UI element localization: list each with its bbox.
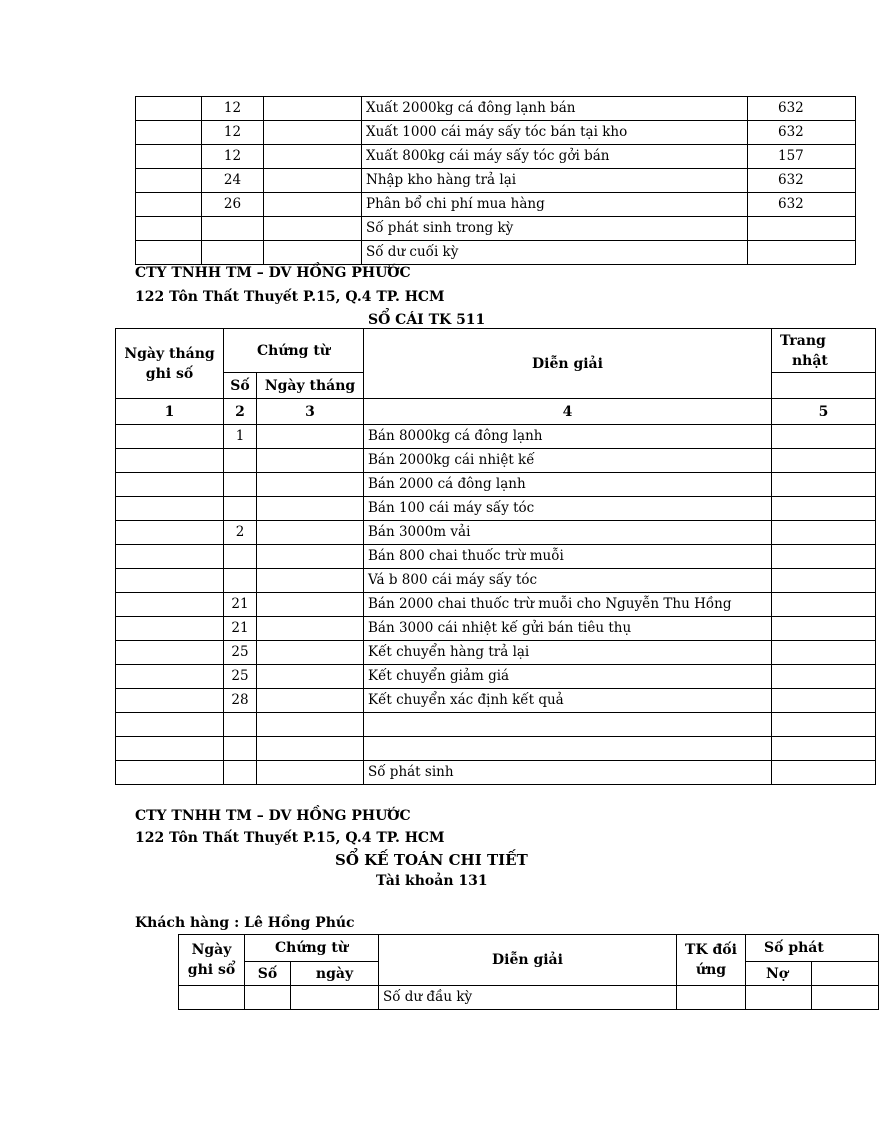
- ledger-cell-date: [116, 425, 224, 449]
- detail-cell-tk: [677, 986, 746, 1010]
- top-ledger-table: [135, 96, 856, 265]
- detail131-clip: [178, 934, 824, 1014]
- top-cell-date: [136, 241, 202, 265]
- top-cell-so: 12: [202, 145, 264, 169]
- company-name: CTY TNHH TM – DV HỒNG PHƯỚC: [135, 265, 411, 281]
- detail-header-no: Nợ: [746, 962, 812, 986]
- header-description: Diễn giải: [364, 329, 772, 399]
- ledger511-clip: [115, 328, 829, 785]
- top-table-row: [136, 169, 856, 193]
- top-cell-ngay: [264, 97, 362, 121]
- ledger-cell-ngay: [257, 713, 364, 737]
- company-name-2: CTY TNHH TM – DV HỒNG PHƯỚC: [135, 808, 411, 824]
- detail-cell-co: [812, 986, 879, 1010]
- ledger-cell-so: 1: [224, 425, 257, 449]
- top-cell-ngay: [264, 217, 362, 241]
- ledger-row: [116, 545, 876, 569]
- top-table-clip: [135, 96, 816, 266]
- ledger-row: [116, 569, 876, 593]
- ledger-cell-ngay: [257, 593, 364, 617]
- ledger-cell-page: [772, 545, 876, 569]
- detail-header-date: Ngày ghi sổ: [179, 935, 245, 986]
- top-cell-description: Số phát sinh trong kỳ: [362, 217, 748, 241]
- ledger-cell-description: Bán 3000m vải: [364, 521, 772, 545]
- ledger-cell-description: Kết chuyển hàng trả lại: [364, 641, 772, 665]
- detail-header-ngay: ngày: [291, 962, 379, 986]
- header-ngay-thang: Ngày tháng: [257, 373, 364, 399]
- ledger-cell-description: Kết chuyển xác định kết quả: [364, 689, 772, 713]
- top-cell-date: [136, 169, 202, 193]
- top-cell-date: [136, 193, 202, 217]
- top-cell-description: Nhập kho hàng trả lại: [362, 169, 748, 193]
- ledger-cell-page: [772, 761, 876, 785]
- ledger-cell-ngay: [257, 449, 364, 473]
- ledger-row: [116, 593, 876, 617]
- top-cell-description: Phân bổ chi phí mua hàng: [362, 193, 748, 217]
- top-table-row: [136, 241, 856, 265]
- ledger-cell-date: [116, 497, 224, 521]
- ledger-cell-page: [772, 641, 876, 665]
- header-voucher: Chứng từ: [224, 329, 364, 373]
- detail-header-so: Số: [245, 962, 291, 986]
- ledger-cell-ngay: [257, 689, 364, 713]
- ledger-row: [116, 473, 876, 497]
- ledger-cell-page: [772, 617, 876, 641]
- header-so: Số: [224, 373, 257, 399]
- ledger-cell-ngay: [257, 545, 364, 569]
- detail-cell-no: [746, 986, 812, 1010]
- top-cell-description: Xuất 1000 cái máy sấy tóc bán tại kho: [362, 121, 748, 145]
- top-cell-description: Xuất 2000kg cá đông lạnh bán: [362, 97, 748, 121]
- ledger-cell-description: Số phát sinh: [364, 761, 772, 785]
- ledger-row: [116, 689, 876, 713]
- ledger-cell-ngay: [257, 569, 364, 593]
- ledger-cell-so: 21: [224, 617, 257, 641]
- detail-cell-description: Số dư đầu kỳ: [379, 986, 677, 1010]
- top-cell-ngay: [264, 241, 362, 265]
- ledger-cell-page: [772, 497, 876, 521]
- top-cell-tk: 632: [748, 169, 856, 193]
- detail131-table: [178, 934, 879, 1010]
- customer-label: Khách hàng : Lê Hồng Phúc: [135, 915, 355, 931]
- ledger-cell-page: [772, 521, 876, 545]
- ledger-cell-date: [116, 449, 224, 473]
- top-table-row: [136, 145, 856, 169]
- ledger-cell-ngay: [257, 761, 364, 785]
- ledger-cell-page: [772, 593, 876, 617]
- ledger-cell-so: 21: [224, 593, 257, 617]
- ledger-cell-ngay: [257, 665, 364, 689]
- ledger-cell-page: [772, 473, 876, 497]
- ledger-cell-ngay: [257, 521, 364, 545]
- top-cell-ngay: [264, 145, 362, 169]
- ledger-cell-so: 25: [224, 641, 257, 665]
- ledger-title: SỔ CÁI TK 511: [368, 312, 486, 328]
- top-table-row: [136, 193, 856, 217]
- ledger-cell-description: Bán 3000 cái nhiệt kế gửi bán tiêu thụ: [364, 617, 772, 641]
- detail-header-tk: TK đối ứng: [677, 935, 746, 986]
- ledger-cell-so: [224, 497, 257, 521]
- detail-header-description: Diễn giải: [379, 935, 677, 986]
- top-cell-so: 12: [202, 121, 264, 145]
- top-cell-ngay: [264, 193, 362, 217]
- ledger-cell-so: [224, 569, 257, 593]
- ledger-cell-so: [224, 761, 257, 785]
- ledger-cell-ngay: [257, 425, 364, 449]
- ledger-row: [116, 617, 876, 641]
- ledger-cell-date: [116, 761, 224, 785]
- ledger-cell-date: [116, 545, 224, 569]
- company-address-2: 122 Tôn Thất Thuyết P.15, Q.4 TP. HCM: [135, 830, 445, 846]
- ledger-row: [116, 425, 876, 449]
- ledger-cell-ngay: [257, 617, 364, 641]
- ledger-cell-page: [772, 569, 876, 593]
- ledger-cell-so: [224, 449, 257, 473]
- ledger-cell-ngay: [257, 497, 364, 521]
- ledger-row: [116, 449, 876, 473]
- ledger-cell-date: [116, 593, 224, 617]
- ledger-cell-page: [772, 425, 876, 449]
- ledger-cell-description: Bán 2000 cá đông lạnh: [364, 473, 772, 497]
- ledger-cell-description: Bán 8000kg cá đông lạnh: [364, 425, 772, 449]
- detail-header-voucher: Chứng từ: [245, 935, 379, 962]
- top-cell-tk: 632: [748, 121, 856, 145]
- ledger-cell-description: Bán 2000 chai thuốc trừ muỗi cho Nguyễn Thu Hồng: [364, 593, 772, 617]
- ledger-row: [116, 713, 876, 737]
- ledger-row: [116, 761, 876, 785]
- ledger-cell-description: [364, 713, 772, 737]
- top-cell-description: Xuất 800kg cái máy sấy tóc gởi bán: [362, 145, 748, 169]
- detail-cell-ngay: [291, 986, 379, 1010]
- top-cell-tk: [748, 241, 856, 265]
- header-page: Trang nhật: [772, 329, 876, 373]
- ledger-cell-ngay: [257, 473, 364, 497]
- ledger-cell-so: 2: [224, 521, 257, 545]
- detail-title: SỔ KẾ TOÁN CHI TIẾT: [335, 851, 528, 869]
- ledger-cell-description: Bán 2000kg cái nhiệt kế: [364, 449, 772, 473]
- detail-header-phat-sinh: Số phát: [746, 935, 879, 962]
- top-table-row: [136, 121, 856, 145]
- ledger-cell-so: 25: [224, 665, 257, 689]
- top-cell-tk: 632: [748, 97, 856, 121]
- top-cell-date: [136, 121, 202, 145]
- ledger-row: [116, 497, 876, 521]
- ledger-cell-so: [224, 713, 257, 737]
- header-date: Ngày tháng ghi số: [116, 329, 224, 399]
- ledger-cell-date: [116, 689, 224, 713]
- top-cell-so: [202, 241, 264, 265]
- top-cell-tk: 632: [748, 193, 856, 217]
- ledger-row: [116, 737, 876, 761]
- top-table-row: [136, 217, 856, 241]
- ledger-cell-so: [224, 545, 257, 569]
- company-address: 122 Tôn Thất Thuyết P.15, Q.4 TP. HCM: [135, 289, 445, 305]
- ledger-cell-so: [224, 737, 257, 761]
- top-cell-ngay: [264, 169, 362, 193]
- ledger-cell-date: [116, 737, 224, 761]
- ledger-cell-ngay: [257, 737, 364, 761]
- detail-header-co: [812, 962, 879, 986]
- ledger-cell-page: [772, 713, 876, 737]
- detail-cell-date: [179, 986, 245, 1010]
- top-cell-date: [136, 217, 202, 241]
- ledger511-table: [115, 328, 876, 785]
- col-number-4: 4: [364, 399, 772, 425]
- ledger-cell-date: [116, 473, 224, 497]
- ledger-row: [116, 641, 876, 665]
- ledger-cell-page: [772, 449, 876, 473]
- ledger-cell-ngay: [257, 641, 364, 665]
- ledger-cell-page: [772, 737, 876, 761]
- top-cell-description: Số dư cuối kỳ: [362, 241, 748, 265]
- ledger-cell-so: [224, 473, 257, 497]
- col-number-2: 2: [224, 399, 257, 425]
- top-cell-so: 26: [202, 193, 264, 217]
- ledger-cell-description: Bán 100 cái máy sấy tóc: [364, 497, 772, 521]
- ledger-cell-page: [772, 665, 876, 689]
- top-cell-so: [202, 217, 264, 241]
- top-cell-date: [136, 97, 202, 121]
- ledger-cell-date: [116, 665, 224, 689]
- header-page-sub: [772, 373, 876, 399]
- top-cell-so: 24: [202, 169, 264, 193]
- ledger-cell-date: [116, 569, 224, 593]
- ledger-cell-description: Kết chuyển giảm giá: [364, 665, 772, 689]
- ledger-cell-date: [116, 617, 224, 641]
- ledger-cell-description: Vá b 800 cái máy sấy tóc: [364, 569, 772, 593]
- top-cell-tk: [748, 217, 856, 241]
- top-cell-date: [136, 145, 202, 169]
- ledger-cell-date: [116, 521, 224, 545]
- top-cell-ngay: [264, 121, 362, 145]
- top-table-row: [136, 97, 856, 121]
- col-number-1: 1: [116, 399, 224, 425]
- detail-cell-so: [245, 986, 291, 1010]
- top-cell-so: 12: [202, 97, 264, 121]
- detail-subtitle: Tài khoản 131: [376, 873, 488, 889]
- ledger-cell-date: [116, 713, 224, 737]
- ledger-cell-description: [364, 737, 772, 761]
- top-cell-tk: 157: [748, 145, 856, 169]
- ledger-cell-date: [116, 641, 224, 665]
- ledger-row: [116, 521, 876, 545]
- ledger-cell-description: Bán 800 chai thuốc trừ muỗi: [364, 545, 772, 569]
- ledger-row: [116, 665, 876, 689]
- col-number-3: 3: [257, 399, 364, 425]
- ledger-cell-so: 28: [224, 689, 257, 713]
- ledger-cell-page: [772, 689, 876, 713]
- col-number-5: 5: [772, 399, 876, 425]
